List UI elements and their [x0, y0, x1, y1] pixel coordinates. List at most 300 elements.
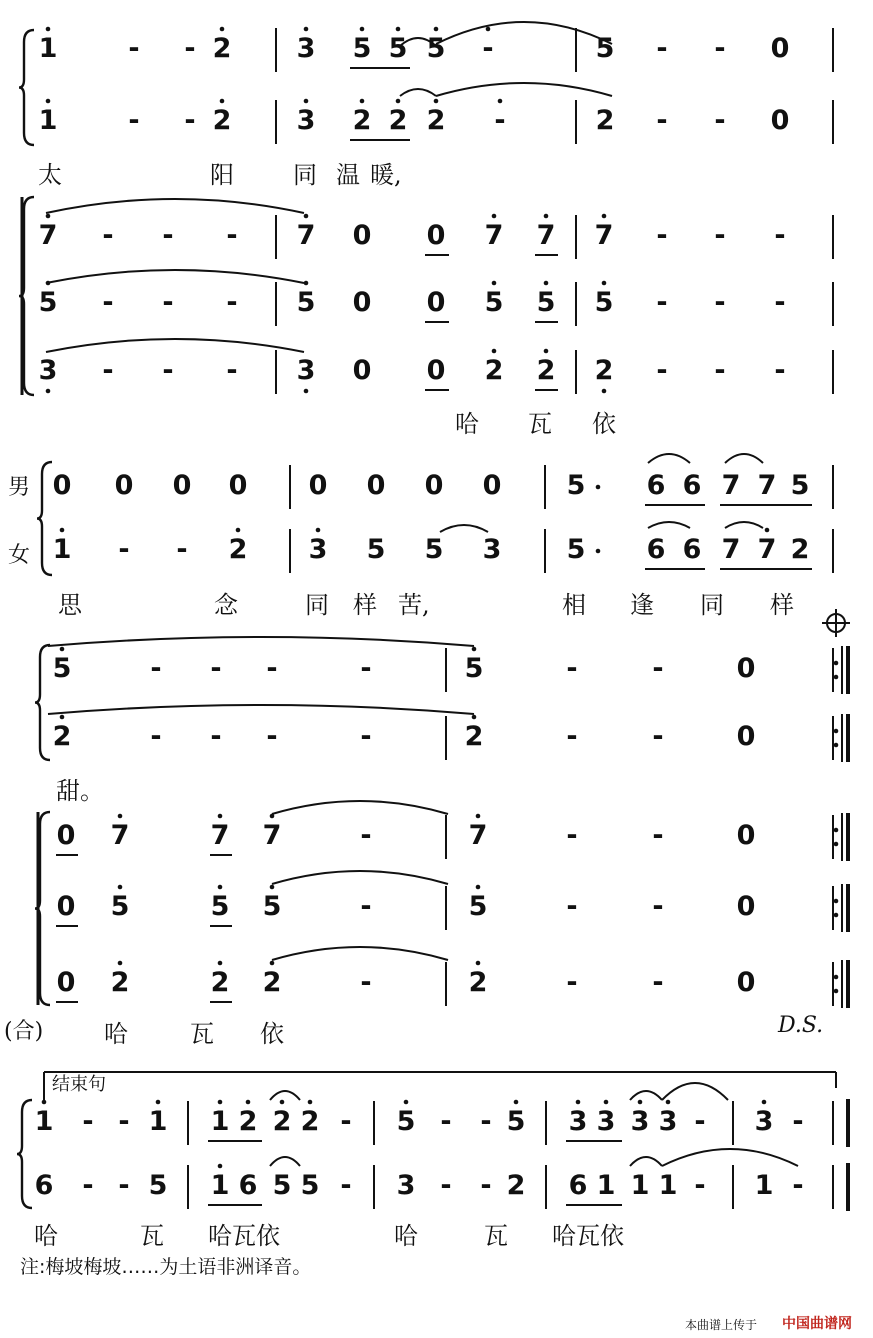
note: 5 [595, 33, 615, 64]
note: - [440, 1170, 452, 1201]
octave-dot [60, 647, 65, 652]
octave-dot [492, 281, 497, 286]
note: 2 [238, 1106, 258, 1137]
note: 2 [790, 534, 810, 565]
note: - [714, 105, 726, 136]
octave-dot [638, 1100, 643, 1105]
note: - [128, 33, 140, 64]
note: 2 [506, 1170, 526, 1201]
lyric: 样 [770, 591, 794, 619]
octave-dot [434, 27, 439, 32]
note: 0 [770, 33, 790, 64]
note: 0 [736, 653, 756, 684]
note: 7 [721, 470, 741, 501]
note: 5 [426, 33, 446, 64]
note: 5 [484, 287, 504, 318]
note: 5 [296, 287, 316, 318]
note: 5 [566, 470, 586, 501]
octave-dot [762, 1100, 767, 1105]
note: - [652, 820, 664, 851]
slur [725, 454, 763, 463]
octave-dot [476, 885, 481, 890]
note: - [494, 105, 506, 136]
octave-dot [360, 99, 365, 104]
note: 1 [52, 534, 72, 565]
note: - [118, 1106, 130, 1137]
octave-dot [472, 715, 477, 720]
note: - [176, 534, 188, 565]
note: - [266, 721, 278, 752]
octave-dot [602, 214, 607, 219]
note: - [694, 1106, 706, 1137]
note: - [792, 1170, 804, 1201]
note: 2 [426, 105, 446, 136]
lyric: 依 [260, 1020, 284, 1048]
note: - [694, 1170, 706, 1201]
slur [436, 22, 612, 44]
note: - [480, 1170, 492, 1201]
note: 7 [210, 820, 230, 851]
note: 1 [38, 33, 58, 64]
octave-dot [514, 1100, 519, 1105]
octave-dot [218, 814, 223, 819]
note: 7 [757, 534, 777, 565]
note: 1 [596, 1170, 616, 1201]
octave-dot [492, 214, 497, 219]
note: 3 [630, 1106, 650, 1137]
note: 0 [736, 891, 756, 922]
slur [648, 454, 690, 463]
lyric: 同 [700, 591, 724, 619]
note: - [566, 820, 578, 851]
octave-dot [604, 1100, 609, 1105]
lyric: 瓦 [190, 1020, 214, 1048]
octave-dot [118, 961, 123, 966]
note: 6 [34, 1170, 54, 1201]
note: - [102, 220, 114, 251]
octave-dot [220, 99, 225, 104]
octave-dot [304, 281, 309, 286]
octave-dot [218, 961, 223, 966]
note: 0 [736, 967, 756, 998]
lyric: 哈 [34, 1222, 58, 1250]
octave-dot [316, 528, 321, 533]
note: - [360, 967, 372, 998]
note: - [360, 820, 372, 851]
note: - [150, 721, 162, 752]
octave-dot [834, 828, 839, 833]
lyric: 思 [58, 591, 82, 619]
note: - [210, 653, 222, 684]
lyric: 甜。 [56, 777, 104, 805]
octave-dot [236, 528, 241, 533]
octave-dot [118, 885, 123, 890]
note: 0 [770, 105, 790, 136]
slur [440, 525, 488, 532]
octave-dot [602, 389, 607, 394]
note: 3 [482, 534, 502, 565]
note: - [774, 287, 786, 318]
octave-dot [834, 913, 839, 918]
note: 5 [594, 287, 614, 318]
octave-dot [834, 675, 839, 680]
note: 2 [52, 721, 72, 752]
octave-dot [360, 27, 365, 32]
note: 6 [568, 1170, 588, 1201]
octave-dot [46, 389, 51, 394]
note: 3 [596, 1106, 616, 1137]
slur [272, 947, 448, 960]
lyric: 阳 [210, 161, 234, 189]
note: 6 [238, 1170, 258, 1201]
note: 2 [212, 105, 232, 136]
note: 5 [566, 534, 586, 565]
octave-dot [280, 1100, 285, 1105]
note: 7 [536, 220, 556, 251]
lyric: 念 [214, 591, 238, 619]
slur [48, 705, 474, 714]
note: - [656, 33, 668, 64]
note: - [82, 1106, 94, 1137]
note: 0 [426, 220, 446, 251]
note: 2 [272, 1106, 292, 1137]
note: 3 [396, 1170, 416, 1201]
note: 3 [296, 355, 316, 386]
octave-dot [834, 743, 839, 748]
octave-dot [46, 27, 51, 32]
lyric: 温 [336, 161, 360, 189]
octave-dot [476, 814, 481, 819]
note: - [266, 653, 278, 684]
note: - [118, 534, 130, 565]
octave-dot [42, 1100, 47, 1105]
note: 5 [468, 891, 488, 922]
ending-label: 结束句 [52, 1074, 106, 1095]
slur [662, 1083, 728, 1100]
note: 0 [482, 470, 502, 501]
note: 0 [736, 721, 756, 752]
octave-dot [396, 27, 401, 32]
slur [662, 1149, 798, 1166]
note: - [128, 105, 140, 136]
note: 5 [148, 1170, 168, 1201]
note: - [162, 287, 174, 318]
note: - [656, 287, 668, 318]
note: - [162, 355, 174, 386]
note: 6 [682, 534, 702, 565]
note: 2 [484, 355, 504, 386]
note: - [566, 891, 578, 922]
note: 0 [366, 470, 386, 501]
note: 5 [38, 287, 58, 318]
octave-dot [576, 1100, 581, 1105]
slur [48, 637, 474, 646]
slur [648, 522, 690, 528]
octave-dot [218, 885, 223, 890]
note: - [656, 355, 668, 386]
note: - [82, 1170, 94, 1201]
octave-dot [544, 349, 549, 354]
note: 2 [468, 967, 488, 998]
note: 0 [736, 820, 756, 851]
note: - [566, 967, 578, 998]
octave-dot [834, 975, 839, 980]
note: 0 [228, 470, 248, 501]
lyric: 瓦 [528, 410, 552, 438]
note: - [210, 721, 222, 752]
note: 3 [568, 1106, 588, 1137]
note: - [226, 355, 238, 386]
note: 0 [56, 820, 76, 851]
note: 0 [52, 470, 72, 501]
note: - [118, 1170, 130, 1201]
note: 2 [595, 105, 615, 136]
octave-dot [308, 1100, 313, 1105]
slur [270, 1157, 300, 1166]
lyric: 瓦 [140, 1222, 164, 1250]
note: 1 [630, 1170, 650, 1201]
note: - [440, 1106, 452, 1137]
octave-dot [46, 99, 51, 104]
note: 5 [352, 33, 372, 64]
octave-dot [60, 528, 65, 533]
octave-dot [666, 1100, 671, 1105]
slur [630, 1157, 662, 1166]
note: - [226, 287, 238, 318]
note: 0 [426, 287, 446, 318]
note: 1 [38, 105, 58, 136]
note: - [792, 1106, 804, 1137]
note: 7 [468, 820, 488, 851]
note: 6 [646, 470, 666, 501]
note: 7 [757, 470, 777, 501]
note: 5 [210, 891, 230, 922]
note: - [360, 721, 372, 752]
note: 2 [352, 105, 372, 136]
footnote: 注:梅坡梅坡……为土语非洲译音。 [20, 1256, 312, 1278]
note: - [652, 967, 664, 998]
octave-dot [270, 961, 275, 966]
note: 0 [424, 470, 444, 501]
note: 0 [172, 470, 192, 501]
note: 5 [52, 653, 72, 684]
note: 7 [110, 820, 130, 851]
note: 5 [388, 33, 408, 64]
note: 7 [594, 220, 614, 251]
slur [400, 89, 436, 96]
octave-dot [156, 1100, 161, 1105]
slur [725, 522, 763, 528]
note: - [226, 220, 238, 251]
note: 2 [594, 355, 614, 386]
lyric: 苦, [398, 591, 430, 619]
note: 0 [352, 287, 372, 318]
note: 7 [296, 220, 316, 251]
slur [272, 801, 448, 814]
note: 7 [262, 820, 282, 851]
note: - [360, 891, 372, 922]
slur [272, 871, 448, 884]
note: 6 [682, 470, 702, 501]
octave-dot [304, 389, 309, 394]
note: 3 [296, 105, 316, 136]
note: - [184, 33, 196, 64]
note: 2 [212, 33, 232, 64]
note: 5 [396, 1106, 416, 1137]
note: - [162, 220, 174, 251]
note: 2 [464, 721, 484, 752]
note: - [714, 355, 726, 386]
note: 0 [114, 470, 134, 501]
note: - [774, 220, 786, 251]
lyric: 同 [305, 591, 329, 619]
note: - [340, 1106, 352, 1137]
slur [46, 270, 304, 283]
note: - [102, 287, 114, 318]
note: 5 [272, 1170, 292, 1201]
lyric: 相 [562, 591, 586, 619]
note: 1 [34, 1106, 54, 1137]
note: 5 [110, 891, 130, 922]
note: 5 [464, 653, 484, 684]
octave-dot [46, 214, 51, 219]
slur [270, 1091, 300, 1100]
note: 7 [484, 220, 504, 251]
octave-dot [544, 281, 549, 286]
note: - [566, 653, 578, 684]
note: 2 [228, 534, 248, 565]
octave-dot [834, 729, 839, 734]
lyric: 哈 [455, 410, 479, 438]
note: - [102, 355, 114, 386]
note: - [184, 105, 196, 136]
octave-dot [246, 1100, 251, 1105]
lyric: 哈 [104, 1020, 128, 1048]
octave-dot [486, 27, 491, 32]
octave-dot [476, 961, 481, 966]
note: 0 [308, 470, 328, 501]
note: 3 [308, 534, 328, 565]
lyric: 同 [293, 161, 317, 189]
octave-dot [304, 27, 309, 32]
note: - [774, 355, 786, 386]
note: - [480, 1106, 492, 1137]
note: 3 [754, 1106, 774, 1137]
octave-dot [118, 814, 123, 819]
slur [46, 339, 304, 352]
site-logo: 中国曲谱网 [782, 1316, 852, 1332]
note: 5 [790, 470, 810, 501]
octave-dot [270, 885, 275, 890]
octave-dot [396, 99, 401, 104]
note: - [656, 105, 668, 136]
note: 7 [38, 220, 58, 251]
slur [46, 199, 304, 213]
brace [19, 30, 34, 145]
lyric: 瓦 [484, 1222, 508, 1250]
note: - [652, 891, 664, 922]
note: 5 [366, 534, 386, 565]
note: 0 [352, 220, 372, 251]
female-label: 女 [8, 543, 31, 568]
lyric: 样 [353, 591, 377, 619]
octave-dot [304, 214, 309, 219]
note: 1 [210, 1170, 230, 1201]
slur [630, 1091, 662, 1100]
slur [436, 83, 612, 96]
note: 3 [296, 33, 316, 64]
ds-mark: D.S. [778, 1013, 824, 1038]
octave-dot [498, 99, 503, 104]
lyric: 太 [38, 161, 62, 189]
lyric: 哈 [394, 1222, 418, 1250]
octave-dot [834, 661, 839, 666]
note: 1 [754, 1170, 774, 1201]
note: 5 [424, 534, 444, 565]
octave-dot [596, 485, 601, 490]
octave-dot [220, 27, 225, 32]
lyric: 哈瓦依 [208, 1222, 280, 1250]
octave-dot [492, 349, 497, 354]
note: 0 [56, 967, 76, 998]
note: 6 [646, 534, 666, 565]
octave-dot [218, 1164, 223, 1169]
note: - [150, 653, 162, 684]
lyric: 依 [592, 410, 616, 438]
note: - [652, 721, 664, 752]
note: 2 [300, 1106, 320, 1137]
octave-dot [596, 549, 601, 554]
note: 0 [56, 891, 76, 922]
note: - [340, 1170, 352, 1201]
note: 1 [658, 1170, 678, 1201]
chorus-label: (合) [4, 1019, 44, 1044]
note: 5 [300, 1170, 320, 1201]
octave-dot [218, 1100, 223, 1105]
note: - [652, 653, 664, 684]
note: 5 [262, 891, 282, 922]
note: 1 [148, 1106, 168, 1137]
note: - [714, 287, 726, 318]
note: 3 [38, 355, 58, 386]
octave-dot [434, 99, 439, 104]
lyric: 逢 [630, 591, 654, 619]
octave-dot [765, 528, 770, 533]
note: 0 [352, 355, 372, 386]
note: - [714, 220, 726, 251]
note: 2 [210, 967, 230, 998]
note: - [482, 33, 494, 64]
note: 2 [262, 967, 282, 998]
upload-credit: 本曲谱上传于 [685, 1318, 758, 1332]
note: 5 [536, 287, 556, 318]
note: - [360, 653, 372, 684]
note: 3 [658, 1106, 678, 1137]
note: 2 [388, 105, 408, 136]
octave-dot [60, 715, 65, 720]
note: - [714, 33, 726, 64]
note: 0 [426, 355, 446, 386]
note: - [566, 721, 578, 752]
note: - [656, 220, 668, 251]
note: 2 [536, 355, 556, 386]
octave-dot [834, 899, 839, 904]
octave-dot [472, 647, 477, 652]
octave-dot [834, 842, 839, 847]
octave-dot [602, 281, 607, 286]
octave-dot [404, 1100, 409, 1105]
note: 5 [506, 1106, 526, 1137]
